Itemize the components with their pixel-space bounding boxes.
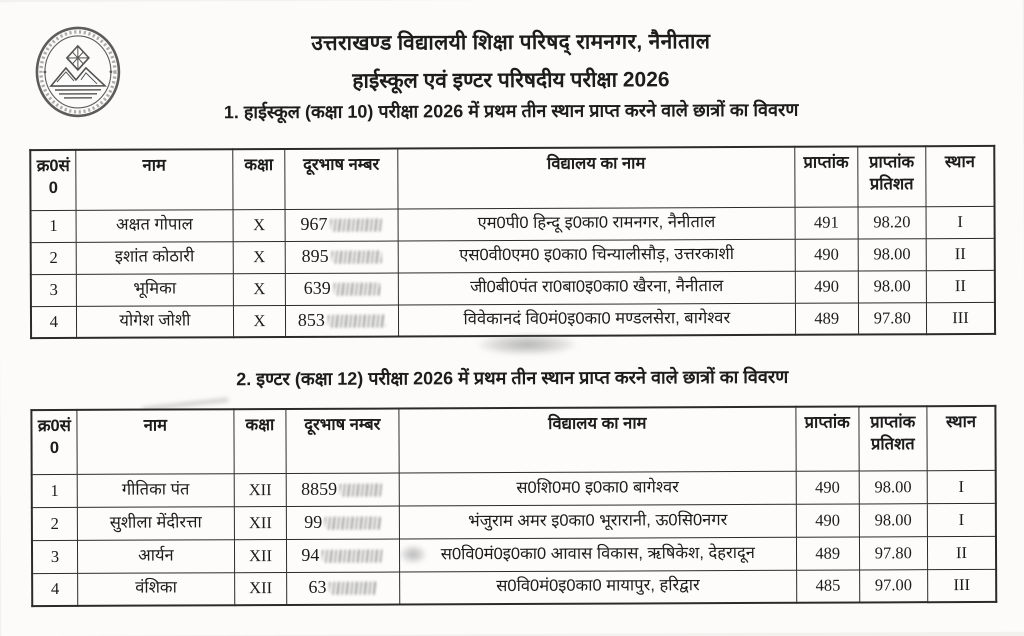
phone-redaction-mark [330,582,378,595]
cell-name: सुशीला मेंदीरत्ता [77,506,234,540]
table-row [32,536,996,573]
table-header-row [30,146,994,210]
cell-school: स0वि0मं0इ0का0 मायापुर, हरिद्वार [399,570,796,605]
cell-sno: 4 [31,306,76,338]
table-row [31,238,995,274]
cell-sno: 3 [32,540,77,573]
cell-marks: 489 [796,536,859,569]
phone-redaction-mark [330,219,382,232]
col-header-sno: क्र0सं 0 [31,410,77,474]
scan-smudge [400,545,426,563]
cell-class: X [233,273,285,305]
highschool-results-table [29,145,996,339]
table-row [31,206,995,242]
cell-sno: 1 [31,210,76,242]
cell-marks: 485 [797,569,860,602]
col-header-percent: प्राप्तांक प्रतिशत [858,406,927,470]
cell-name: भूमिका [76,273,233,306]
cell-percent: 98.00 [858,270,927,302]
col-header-name: नाम [77,409,234,474]
cell-class: XII [234,473,286,506]
cell-rank: III [928,569,997,602]
col-header-phone: दूरभाष नम्बर [286,408,399,472]
cell-percent: 98.00 [859,470,928,503]
cell-sno: 4 [32,573,77,606]
cell-school: स0शि0म0 इ0का0 बागेश्वर [399,471,796,506]
cell-marks: 490 [796,470,859,503]
section1-heading: 1. हाईस्कूल (कक्षा 10) परीक्षा 2026 में प्रथम तीन स्थान प्राप्त करने वाले छात्रों का विवरण [223,99,799,123]
cell-sno: 3 [31,274,76,306]
cell-rank: I [927,470,996,503]
table-header-row [31,406,995,474]
cell-phone: 94 [286,538,399,571]
cell-rank: III [926,302,995,334]
cell-name: अक्षत गोपाल [76,209,233,242]
cell-percent: 97.80 [859,536,928,569]
col-header-class: कक्षा [233,149,285,209]
section2-heading: 2. इण्टर (कक्षा 12) परीक्षा 2026 में प्रथम तीन स्थान प्राप्त करने वाले छात्रों का विवरण [236,366,789,390]
table-row [32,470,996,507]
phone-redaction-mark [325,516,381,529]
table-row [32,569,996,606]
table-row [31,270,995,306]
cell-marks: 489 [795,302,858,334]
cell-phone: 895 [285,240,398,272]
cell-marks: 490 [796,503,859,536]
col-header-marks: प्राप्तांक [796,406,859,470]
inter-results-table [30,405,997,607]
col-header-school: विद्यालय का नाम [399,407,796,473]
cell-rank: I [927,503,996,536]
phone-redaction-mark [328,315,386,328]
cell-name: वंशिका [77,572,234,606]
cell-class: X [233,305,285,337]
col-header-school: विद्यालय का नाम [398,147,795,209]
cell-rank: II [926,270,995,302]
cell-marks: 490 [795,238,858,270]
table-row [32,503,996,540]
cell-phone: 639 [285,272,398,304]
col-header-rank: स्थान [927,406,996,470]
cell-name: गीतिका पंत [77,473,234,507]
cell-school: भंजुराम अमर इ0का0 भूरारानी, ऊ0सि0नगर [399,504,796,539]
cell-percent: 98.20 [858,206,927,238]
cell-name: आर्यन [77,539,234,573]
cell-name: योगेश जोशी [76,305,233,338]
cell-rank: I [926,206,995,238]
cell-phone: 8859 [286,472,399,505]
cell-school: स0वि0मं0इ0का0 आवास विकास, ऋषिकेश, देहरादून [399,537,796,572]
cell-phone: 99 [286,505,399,538]
cell-sno: 2 [31,242,76,274]
cell-class: XII [235,572,287,605]
cell-school: एम0पी0 हिन्दू इ0का0 रामनगर, नैनीताल [398,207,795,241]
phone-redaction-mark [334,283,380,296]
cell-school: विवेकानदं वि0मं0इ0का0 मण्डलसेरा, बागेश्वर [398,303,795,337]
cell-sno: 1 [32,474,77,507]
cell-percent: 98.00 [859,503,928,536]
org-title: उत्तराखण्ड विद्यालयी शिक्षा परिषद् रामनगर, नैनीताल [311,30,711,55]
col-header-marks: प्राप्तांक [795,146,858,206]
cell-phone: 853 [285,304,398,336]
col-header-phone: दूरभाष नम्बर [285,148,398,208]
cell-percent: 98.00 [858,238,927,270]
cell-phone: 967 [285,208,398,240]
col-header-percent: प्राप्तांक प्रतिशत [857,146,926,206]
cell-marks: 490 [795,270,858,302]
cell-class: X [233,209,285,241]
phone-redaction-mark [332,251,382,264]
cell-school: एस0वी0एम0 इ0का0 चिन्यालीसौड़, उत्तरकाशी [398,239,795,273]
exam-title: हाईस्कूल एवं इण्टर परिषदीय परीक्षा 2026 [352,68,670,93]
cell-rank: II [927,536,996,569]
col-header-name: नाम [76,149,233,210]
cell-name: इशांत कोठारी [76,241,233,274]
cell-percent: 97.80 [858,302,927,334]
cell-percent: 97.00 [859,569,928,602]
cell-class: X [233,241,285,273]
cell-marks: 491 [795,206,858,238]
table-row [31,302,995,338]
cell-class: XII [234,539,286,572]
col-header-class: कक्षा [234,409,286,473]
cell-sno: 2 [32,507,77,540]
cell-rank: II [926,238,995,270]
col-header-sno: क्र0सं 0 [30,150,76,210]
cell-school: जी0बी0पंत रा0बा0इ0का0 खैरना, नैनीताल [398,271,795,305]
cell-class: XII [234,506,286,539]
col-header-rank: स्थान [926,146,995,206]
phone-redaction-mark [322,549,384,562]
cell-phone: 63 [287,571,400,604]
phone-redaction-mark [340,483,384,496]
